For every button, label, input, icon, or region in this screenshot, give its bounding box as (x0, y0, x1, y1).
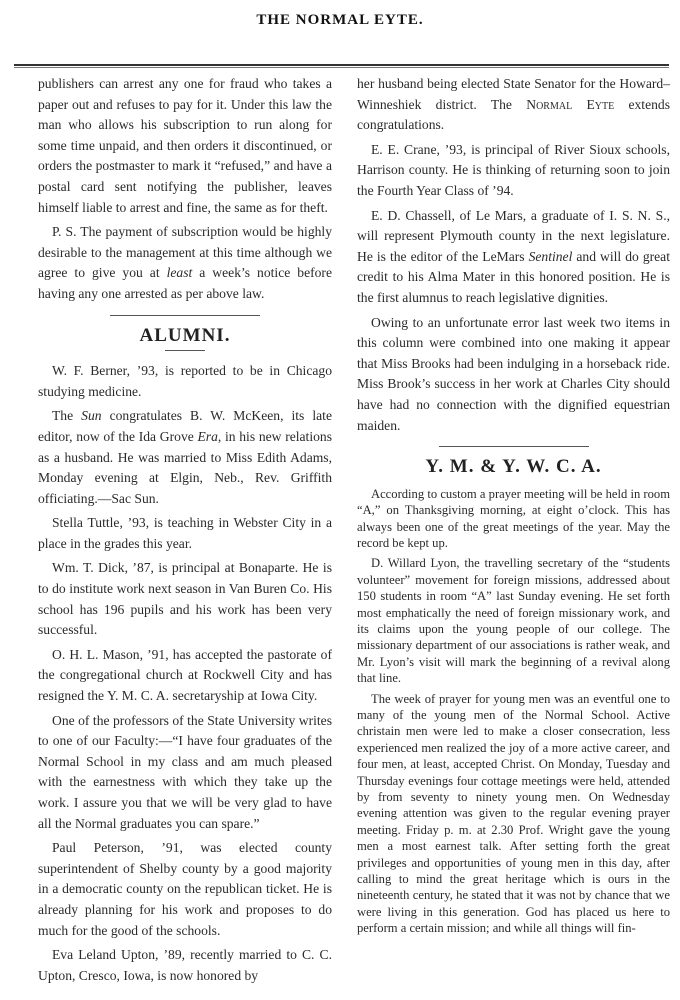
paragraph (357, 74, 670, 136)
text-run: and will do great credit to his Alma Mater in this honored position. He is the first alumnus to reach legislative dignities. (357, 248, 670, 305)
paragraph (357, 140, 670, 202)
paragraph (357, 691, 670, 937)
text-run: E. E. Crane, ’93, is principal of River Sioux schools, Harrison county. He is thinking of returning soon to join the Fourth Year Class of ’94. (357, 141, 670, 198)
text-run: Eva Leland Upton, ’89, recently married to C. C. Upton, Cresco, Iowa, is now honored by (38, 947, 332, 983)
italic-title: Sun (81, 408, 102, 424)
text-run: Paul Peterson, ’91, was elected county superintendent of Shelby county by a good majority in a democratic county on the republican ticket. He is already planning for his work and proposes to do much for the good of the schools. (38, 840, 332, 938)
text-run: P. S. The payment of subscription would be highly desirable to the management at this time although we agree to give you at (38, 224, 332, 281)
text-run: , in his new relations as a husband. He was married to Miss Edith Adams, Monday evening at Elgin, Neb., Rev. Griffith officiating.—Sac Sun. (38, 428, 332, 506)
section-divider (439, 446, 589, 447)
left-column-top (38, 74, 332, 990)
text-run: publishers can arrest any one for fraud who takes a paper out and refuses to pay for it. Under this law the man who allows his subscription to run along for some time unpaid, and then orders it discontinued, or orders the postmaster to mark it “refused,” and have a postal card sent notifying the publisher, leaves himself liable to arrest and fine, the same as for theft. (38, 76, 332, 215)
right-column (357, 74, 670, 941)
text-run: The week of prayer for young men was an eventful one to many of the young men of the Normal School. Active christain men were led to make a closer consecration, less experienced men realized the joy of a more active career, and four men, at least, accepted Christ. On Monday, Tuesday and Thursday evenings four cottage meetings were held, attended by from seventy to ninety young men. On Wednesday evening attention was given to the regular evening prayer meeting. Friday p. m. at 2.30 Prof. Wright gave the young men a most earnest talk. After setting forth the great privileges and opportunities of young men in this day, after calling to mind the great heritage which is ours in the nineteenth century, he stated that it was not by chance that we were living in this generation. God has placed us here to perform a certain mission; and while all things will fin- (357, 691, 670, 936)
paragraph (357, 313, 670, 437)
text-run: a week’s notice before having any one arrested as per above law. (38, 265, 332, 301)
paragraph (38, 406, 332, 509)
paragraph (38, 74, 332, 218)
masthead-rule (14, 64, 669, 68)
text-run: Wm. T. Dick, ’87, is principal at Bonaparte. He is to do institute work next season in Van Buren Co. His school has 196 pupils and his work has been very successful. (38, 560, 332, 638)
paragraph (38, 558, 332, 640)
paragraph (38, 945, 332, 986)
alumni-section (38, 361, 332, 986)
text-run: her husband being elected State Senator for the Howard–Winneshiek district. The (357, 76, 670, 112)
text-run: congratulates B. W. McKeen, its late editor, now of the Ida Grove (38, 408, 332, 444)
text-run: O. H. L. Mason, ’91, has accepted the pastorate of the congregational church at Rockwell City and has resigned the Y. M. C. A. secretaryship at Iowa City. (38, 646, 332, 704)
paragraph (38, 711, 332, 835)
text-run: The (52, 408, 82, 424)
alumni-heading: ALUMNI. (139, 324, 231, 346)
ymca-section (357, 486, 670, 937)
paragraph (38, 222, 332, 304)
text-run: According to custom a prayer meeting will be held in room “A,” on Thanksgiving morning, at eight o’clock. This has always been one of the great meetings of the year. May the record be kept up. (357, 486, 670, 550)
paragraph (357, 206, 670, 309)
paragraph (38, 361, 332, 402)
section-divider (110, 315, 260, 316)
italic-title: least (166, 265, 193, 281)
paragraph (38, 838, 332, 941)
italic-title: Era (197, 428, 218, 444)
text-run: Stella Tuttle, ’93, is teaching in Webster City in a place in the grades this year. (38, 515, 332, 551)
text-run: extends congratulations. (357, 96, 670, 133)
text-run: D. Willard Lyon, the travelling secretary of the “students volunteer” movement for foreign missions, addressed about 150 students in room “A” last Sunday evening. He set forth most emphatically the need of foreign missionary work, and its claims upon the young people of our college. The missionary department of our associations is rather weak, and Mr. Lyon’s visit will mark the beginning of a revival along that line. (357, 556, 670, 686)
paragraph (38, 513, 332, 554)
text-run: E. D. Chassell, of Le Mars, a graduate of I. S. N. S., will represent Plymouth county in the next legislature. He is the editor of the LeMars (357, 207, 670, 264)
masthead-title: THE NORMAL EYTE. (256, 12, 424, 28)
text-run: One of the professors of the State University writes to one of our Faculty:—“I have four graduates of the Normal School in my class and am much pleased with the earnestness with which they take up the work. I assure you that we will be very glad to have all the Normal graduates you can spare.” (38, 712, 332, 831)
text-run: Owing to an unfortunate error last week two items in this column were combined into one making it appear that Miss Brooks had been indulging in a horseback ride. Miss Brook’s success in her work at Charles City should have had no connection with the dignified equestrian maiden. (357, 314, 670, 433)
alumni-continued (357, 74, 670, 436)
small-caps-name: Normal Eyte (526, 96, 615, 112)
ymca-heading: Y. M. & Y. W. C. A. (425, 456, 602, 478)
paragraph (38, 645, 332, 707)
heading-underline (165, 350, 205, 351)
subscription-notice (38, 74, 332, 305)
text-run: W. F. Berner, ’93, is reported to be in Chicago studying medicine. (38, 363, 332, 399)
italic-title: Sentinel (528, 248, 573, 264)
paragraph (357, 486, 670, 552)
paragraph (357, 555, 670, 686)
